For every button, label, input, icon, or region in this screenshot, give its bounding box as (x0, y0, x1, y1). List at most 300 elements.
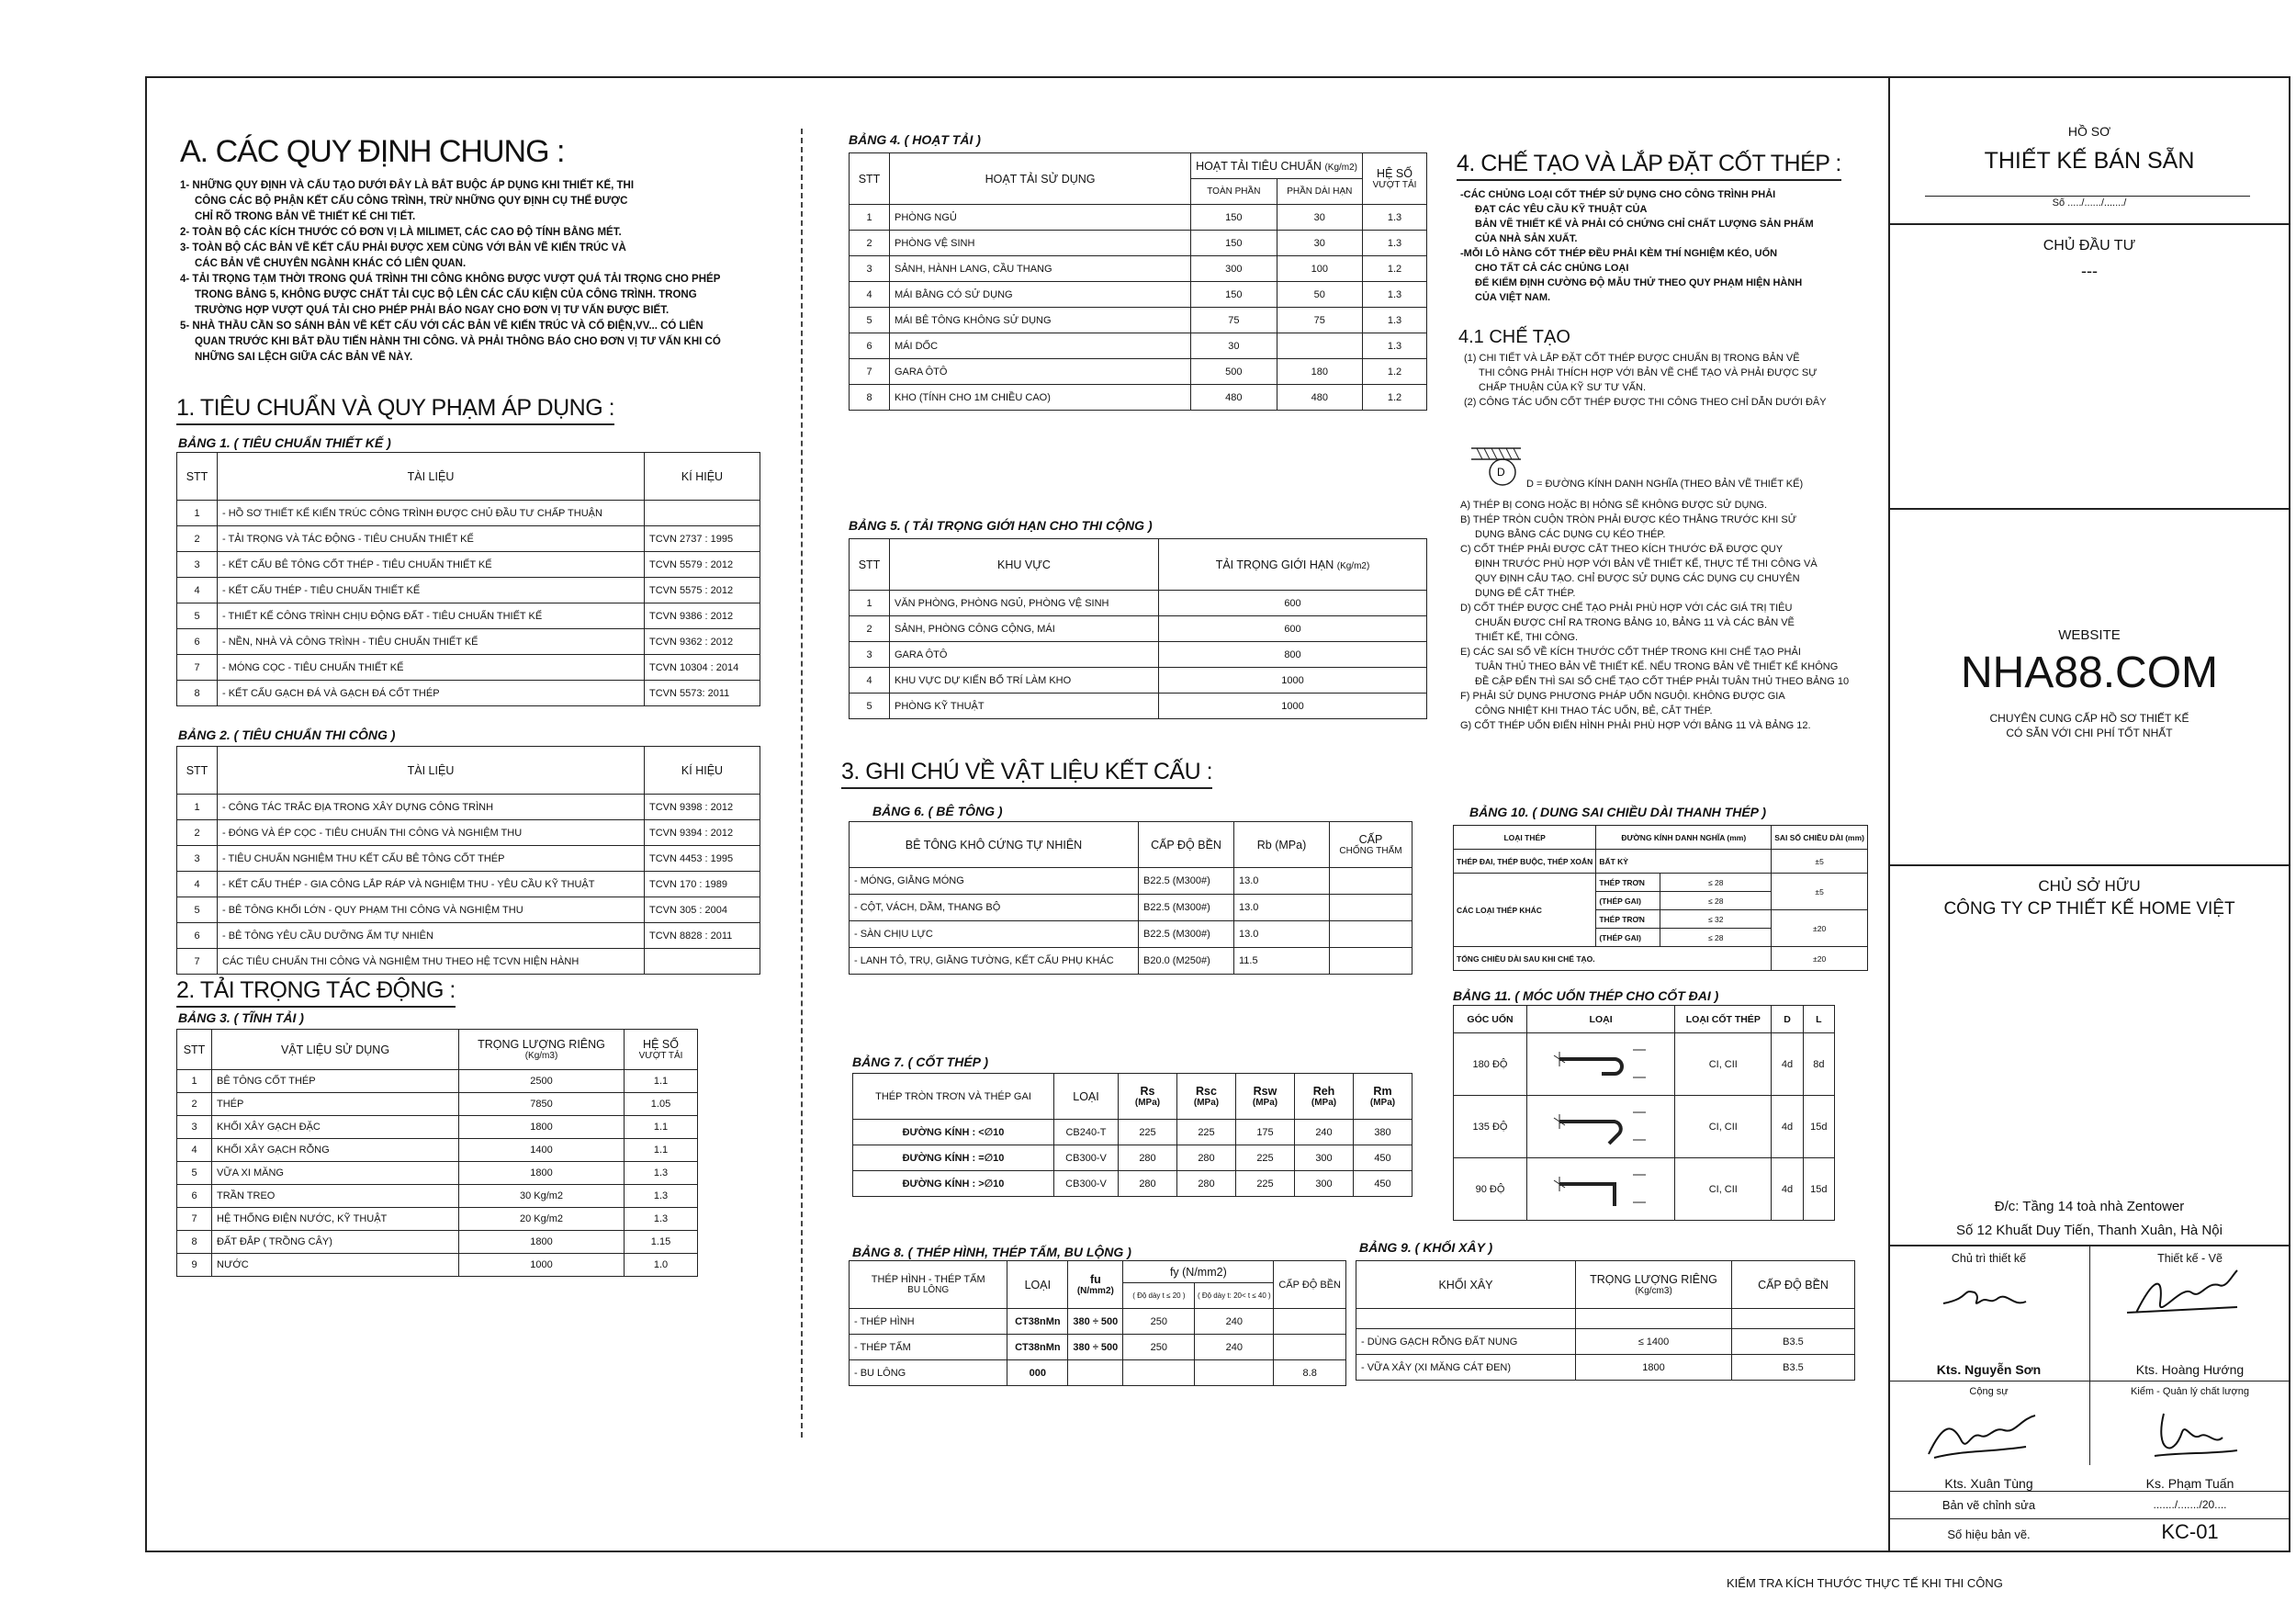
table-cell: 30 (1191, 333, 1277, 359)
table1-caption: BẢNG 1. ( TIÊU CHUẨN THIẾT KẾ ) (178, 435, 391, 450)
table-cell (1356, 1309, 1576, 1329)
table-cell: - HỒ SƠ THIẾT KẾ KIẾN TRÚC CÔNG TRÌNH ĐƯỢC CHỦ ĐẦU TƯ CHẤP THUẬN (218, 501, 645, 526)
table-row (177, 1185, 698, 1208)
table-cell (1068, 1261, 1123, 1309)
table-cell: fy (N/mm2) (1123, 1261, 1274, 1283)
table-cell: - CỘT, VÁCH, DẦM, THANG BỘ (850, 895, 1139, 921)
tb-title: THIẾT KẾ BÁN SẴN (1984, 148, 2195, 174)
footer-note: KIỂM TRA KÍCH THƯỚC THỰC TẾ KHI THI CÔNG (1727, 1576, 2003, 1590)
table-row (1454, 947, 1868, 971)
table-cell: 90 ĐỘ (1454, 1158, 1527, 1221)
table-cell: 2 (850, 231, 890, 256)
table-cell: B22.5 (M300#) (1139, 895, 1234, 921)
table-cell: 150 (1191, 205, 1277, 231)
table-cell: ĐƯỜNG KÍNH : >∅10 (853, 1171, 1054, 1197)
section4-sub: 4.1 CHẾ TẠO (1458, 327, 1570, 347)
table-cell (1195, 1360, 1274, 1386)
table-cell: TÀI LIỆU (218, 747, 645, 795)
cell-line: (MPa) (1311, 1098, 1337, 1108)
table10-caption: BẢNG 10. ( DUNG SAI CHIỀU DÀI THANH THÉP ) (1469, 805, 1767, 819)
table-cell: 15d (1803, 1158, 1834, 1221)
table-cell: 250 (1123, 1335, 1195, 1360)
table-cell: 1 (850, 205, 890, 231)
cell-line: TẢI TRỌNG GIỚI HẠN (1215, 558, 1337, 571)
tb-chu-dau-tu: CHỦ ĐẦU TƯ (2043, 238, 2136, 254)
table-cell: THÉP TRÒN TRƠN VÀ THÉP GAI (853, 1074, 1054, 1120)
text-line: -CÁC CHỦNG LOẠI CỐT THÉP SỬ DỤNG CHO CÔNG TRÌNH PHẢI (1460, 189, 1776, 200)
cell-line: (MPa) (1193, 1098, 1220, 1108)
table-cell (1354, 1074, 1412, 1120)
table-cell: 180 ĐỘ (1454, 1033, 1527, 1096)
text-line: (1) CHI TIẾT VÀ LẮP ĐẶT CỐT THÉP ĐƯỢC CHUẨN BỊ TRONG BẢN VẼ (1464, 353, 1800, 364)
table-row (1454, 1033, 1835, 1096)
table-cell: 2500 (459, 1070, 625, 1093)
hook-90-icon (1541, 1162, 1660, 1213)
table-cell: - VỮA XÂY (XI MĂNG CÁT ĐEN) (1356, 1355, 1576, 1381)
table-cell: HỆ THỐNG ĐIỆN NƯỚC, KỸ THUẬT (212, 1208, 459, 1231)
table-cell: 1.3 (1363, 308, 1427, 333)
table-row (850, 694, 1427, 719)
table-cell: 450 (1354, 1145, 1412, 1171)
table-cell: STT (177, 453, 218, 501)
table-cell (1123, 1360, 1195, 1386)
table-cell: 2 (850, 616, 890, 642)
table-row (177, 846, 760, 872)
table-cell: TCVN 4453 : 1995 (645, 846, 760, 872)
table-cell: B22.5 (M300#) (1139, 921, 1234, 948)
section4-items (1464, 351, 1868, 410)
text-line: B) THÉP TRÒN CUỘN TRÒN PHẢI ĐƯỢC KÉO THẲNG TRƯỚC KHI SỬ (1460, 514, 1797, 525)
table-cell: 800 (1159, 642, 1427, 668)
table-cell: - LANH TÔ, TRỤ, GIẰNG TƯỜNG, KẾT CẤU PHỤ KHÁC (850, 948, 1139, 975)
table-cell: - THIẾT KẾ CÔNG TRÌNH CHỊU ĐỘNG ĐẤT - TIÊU CHUẨN THIẾT KẾ (218, 603, 645, 629)
table3 (176, 1029, 698, 1277)
table-row (850, 616, 1427, 642)
table-cell: 480 (1277, 385, 1362, 411)
table-cell: 1.15 (625, 1231, 698, 1254)
table-row (850, 205, 1427, 231)
table6-caption: BẢNG 6. ( BÊ TÔNG ) (872, 804, 1003, 818)
general-notes (180, 178, 721, 366)
table-cell: KHO (TÍNH CHO 1M CHIỀU CAO) (890, 385, 1191, 411)
table-cell: ≤ 28 (1660, 874, 1772, 892)
table-cell: 75 (1191, 308, 1277, 333)
text-line: -MỖI LÔ HÀNG CỐT THÉP ĐỀU PHẢI KÈM THÍ NGHIỆM KÉO, UỐN (1460, 248, 1778, 259)
table-row (177, 1070, 698, 1093)
table-row (177, 897, 760, 923)
signature-pham-tuan (2127, 1404, 2246, 1469)
table10 (1453, 825, 1868, 971)
text-line: CÔNG CÁC BỘ PHẬN KẾT CẤU CÔNG TRÌNH, TRỪ NHỮNG QUY ĐỊNH CỤ THỂ ĐƯỢC (195, 196, 628, 207)
table-cell: - ĐÓNG VÀ ÉP CỌC - TIÊU CHUẨN THI CÔNG VÀ NGHIỆM THU (218, 820, 645, 846)
table-cell: TCVN 170 : 1989 (645, 872, 760, 897)
table-cell: ±5 (1772, 874, 1868, 910)
table-cell (1330, 895, 1412, 921)
table-cell: CB300-V (1054, 1171, 1119, 1197)
table-cell: 225 (1236, 1171, 1295, 1197)
text-line: G) CỐT THÉP UỐN ĐIỂN HÌNH PHẢI PHÙ HỢP VỚI BẢNG 11 VÀ BẢNG 12. (1460, 720, 1811, 731)
table-row (850, 591, 1427, 616)
table-cell: - BÊ TÔNG YÊU CẦU DƯỠNG ẨM TỰ NHIÊN (218, 923, 645, 949)
table-cell: 6 (177, 923, 218, 949)
table-cell: 2 (177, 526, 218, 552)
table-cell: ĐẤT ĐẮP ( TRỒNG CÂY) (212, 1231, 459, 1254)
table-cell: - KẾT CẤU GẠCH ĐÁ VÀ GẠCH ĐÁ CỐT THÉP (218, 681, 645, 706)
d-note: D = ĐƯỜNG KÍNH DANH NGHĨA (THEO BẢN VẼ THIẾT KẾ) (1526, 479, 1804, 490)
cell-line: fu (1089, 1273, 1101, 1286)
table-cell: 5 (850, 308, 890, 333)
tb-role1: Chủ trì thiết kế (1951, 1252, 2027, 1265)
table-cell: STT (177, 747, 218, 795)
table-cell (1191, 153, 1363, 179)
section2-title: 2. TẢI TRỌNG TÁC ĐỘNG : (176, 977, 456, 1008)
table-cell: 5 (177, 897, 218, 923)
table-row (177, 603, 760, 629)
table-cell (1576, 1261, 1732, 1309)
table-cell: (THÉP GAI) (1596, 929, 1660, 947)
table-row (850, 256, 1427, 282)
table-cell: - KẾT CẤU BÊ TÔNG CỐT THÉP - TIÊU CHUẨN THIẾT KẾ (218, 552, 645, 578)
cell-line: (MPa) (1134, 1098, 1161, 1108)
tb-name1: Kts. Nguyễn Sơn (1936, 1362, 2042, 1377)
text-line: BẢN VẼ THIẾT KẾ VÀ PHẢI CÓ CHỨNG CHỈ CHẤT LƯỢNG SẢN PHẨM (1475, 219, 1814, 230)
table-row (850, 1261, 1346, 1283)
table-cell: 4d (1772, 1033, 1803, 1096)
table8-caption: BẢNG 8. ( THÉP HÌNH, THÉP TẤM, BU LỘNG ) (852, 1245, 1131, 1259)
text-line: 2- TOÀN BỘ CÁC KÍCH THƯỚC CÓ ĐƠN VỊ LÀ MILIMET, CÁC CAO ĐỘ TÍNH BẰNG MÉT. (180, 227, 622, 238)
table-cell: 3 (177, 552, 218, 578)
table-cell: 225 (1119, 1120, 1177, 1145)
table-cell (1330, 948, 1412, 975)
section4-items2 (1460, 498, 1870, 733)
table-cell (1295, 1074, 1354, 1120)
table-row (177, 1231, 698, 1254)
table-cell (1068, 1360, 1123, 1386)
table-cell: 7 (177, 949, 218, 975)
table-cell: 225 (1177, 1120, 1236, 1145)
table-cell: 1.3 (625, 1185, 698, 1208)
title-block (1888, 76, 2290, 1552)
text-line: TRƯỜNG HỢP VƯỢT QUÁ TẢI CHO PHÉP PHẢI BÁO NGAY CHO ĐƠN VỊ TƯ VẤN ĐƯỢC BIẾT. (195, 305, 670, 316)
table-cell (1277, 333, 1362, 359)
table-row (850, 868, 1412, 895)
cell-line: VƯỢT TẢI (638, 1051, 683, 1061)
table-row (177, 1208, 698, 1231)
table2 (176, 746, 760, 975)
text-line: DỤNG BẰNG CÁC DỤNG CỤ KÉO THÉP. (1475, 529, 1666, 540)
table-cell: B22.5 (M300#) (1139, 868, 1234, 895)
tb-chu-so-huu: CHỦ SỞ HỮU (2038, 877, 2141, 895)
table-cell: 4 (177, 1139, 212, 1162)
table-cell: 1000 (459, 1254, 625, 1277)
table-cell: TCVN 5579 : 2012 (645, 552, 760, 578)
table-cell: 1 (177, 1070, 212, 1093)
table5-caption: BẢNG 5. ( TẢI TRỌNG GIỚI HẠN CHO THI CỘNG ) (849, 518, 1153, 533)
table-cell: ±20 (1772, 910, 1868, 947)
table-cell: BẤT KỲ (1596, 850, 1772, 874)
cell-line: (Kg/m2) (1336, 560, 1370, 571)
cell-line: (Kg/cm3) (1635, 1286, 1672, 1296)
table2-caption: BẢNG 2. ( TIÊU CHUẨN THI CÔNG ) (178, 727, 396, 742)
table-cell: 225 (1236, 1145, 1295, 1171)
table-cell: MÁI BÊ TÔNG KHÔNG SỬ DỤNG (890, 308, 1191, 333)
table11 (1453, 1005, 1835, 1221)
table-row (850, 921, 1412, 948)
table-cell: GARA ÔTÔ (890, 642, 1159, 668)
table-cell: TÀI LIỆU (218, 453, 645, 501)
table-cell: 30 (1277, 231, 1362, 256)
table-cell: 1.3 (625, 1162, 698, 1185)
table-cell (1330, 868, 1412, 895)
table-cell: 1.3 (1363, 231, 1427, 256)
table-cell: 250 (1123, 1309, 1195, 1335)
table-cell (1274, 1335, 1346, 1360)
text-line: ĐỂ KIỂM ĐỊNH CƯỜNG ĐỘ MẪU THỬ THEO QUY PHẠM HIỆN HÀNH (1475, 277, 1803, 288)
text-line: CHUẨN ĐƯỢC CHỈ RA TRONG BẢNG 10, BẢNG 11 VÀ CÁC BẢN VẼ (1475, 617, 1795, 628)
table-cell: 480 (1191, 385, 1277, 411)
table-cell (1363, 153, 1427, 205)
table-cell: 1 (177, 795, 218, 820)
table-cell: 300 (1191, 256, 1277, 282)
column-divider (801, 129, 803, 1438)
table-cell (1236, 1074, 1295, 1120)
table-cell: 1 (850, 591, 890, 616)
table-cell: TRẦN TREO (212, 1185, 459, 1208)
table-cell: KÍ HIỆU (645, 747, 760, 795)
table-row (177, 629, 760, 655)
table-cell: PHÒNG KỸ THUẬT (890, 694, 1159, 719)
table-cell: 300 (1295, 1171, 1354, 1197)
table-cell: LOẠI (1007, 1261, 1068, 1309)
table-cell: ( Độ dày t: 20< t ≤ 40 ) (1195, 1283, 1274, 1309)
table-cell: PHẦN DÀI HẠN (1277, 179, 1362, 205)
table-cell: SAI SỐ CHIỀU DÀI (mm) (1772, 826, 1868, 850)
table-cell: MÁI DỐC (890, 333, 1191, 359)
table-cell: 150 (1191, 282, 1277, 308)
text-line: TUÂN THỦ THEO BẢN VẼ THIẾT KẾ. NẾU TRONG BẢN VẼ THIẾT KẾ KHÔNG (1475, 661, 1839, 672)
table-cell: THÉP TRƠN (1596, 910, 1660, 929)
table-cell: 7 (177, 1208, 212, 1231)
text-line: A) THÉP BỊ CONG HOẶC BỊ HỎNG SẼ KHÔNG ĐƯỢC SỬ DỤNG. (1460, 500, 1768, 511)
table-cell: 2 (177, 820, 218, 846)
tb-website-label: WEBSITE (2058, 627, 2121, 643)
text-line: NHỮNG SAI LỆCH GIỮA CÁC BẢN VẼ NÀY. (195, 352, 413, 363)
cell-line: BU LÔNG (907, 1285, 950, 1295)
table-cell: PHÒNG NGỦ (890, 205, 1191, 231)
table-cell: KHỐI XÂY (1356, 1261, 1576, 1309)
cell-line: CHỐNG THẤM (1339, 846, 1402, 856)
text-line: ĐỀ CẬP ĐẾN THÌ SAI SỐ CHẾ TẠO CỐT THÉP PHẢI TUÂN THỦ THEO BẢNG 10 (1475, 676, 1850, 687)
table-cell: 1.1 (625, 1116, 698, 1139)
table-cell: 600 (1159, 616, 1427, 642)
table-cell: 240 (1195, 1309, 1274, 1335)
text-line: 1- NHỮNG QUY ĐỊNH VÀ CẤU TẠO DƯỚI ĐÂY LÀ BẮT BUỘC ÁP DỤNG KHI THIẾT KẾ, THI (180, 180, 635, 191)
table-cell (1527, 1158, 1675, 1221)
cell-line: (MPa) (1369, 1098, 1396, 1108)
table-row (177, 1116, 698, 1139)
table-cell: - NỀN, NHÀ VÀ CÔNG TRÌNH - TIÊU CHUẨN THIẾT KẾ (218, 629, 645, 655)
table-cell: 15d (1803, 1096, 1834, 1158)
table-cell: ±20 (1772, 947, 1868, 971)
table-cell: 1.05 (625, 1093, 698, 1116)
table-cell: 7 (177, 655, 218, 681)
table-cell: 4 (177, 872, 218, 897)
table1 (176, 452, 760, 706)
tb-address2: Số 12 Khuất Duy Tiến, Thanh Xuân, Hà Nội (1956, 1223, 2223, 1238)
table-cell: LOẠI (1527, 1006, 1675, 1033)
table-cell: 3 (177, 1116, 212, 1139)
table-cell: SẢNH, PHÒNG CÔNG CỘNG, MÁI (890, 616, 1159, 642)
table-cell: MÁI BẰNG CÓ SỬ DỤNG (890, 282, 1191, 308)
text-line: 3- TOÀN BỘ CÁC BẢN VẼ KẾT CẤU PHẢI ĐƯỢC XEM CÙNG VỚI BẢN VẼ KIẾN TRÚC VÀ (180, 242, 626, 254)
table-row (177, 453, 760, 501)
cell-line: HỆ SỐ (643, 1038, 679, 1051)
table-row (177, 1162, 698, 1185)
table-cell: 8.8 (1274, 1360, 1346, 1386)
text-line: 4- TẢI TRỌNG TẠM THỜI TRONG QUÁ TRÌNH THI CÔNG KHÔNG ĐƯỢC VƯỢT QUÁ TẢI TRỌNG CHO PHÉP (180, 274, 721, 285)
table-row (177, 872, 760, 897)
table-cell: 6 (850, 333, 890, 359)
table-cell: 5 (177, 603, 218, 629)
table-row (850, 282, 1427, 308)
table-row (1454, 850, 1868, 874)
table-cell: - KẾT CẤU THÉP - GIA CÔNG LẮP RÁP VÀ NGHIỆM THU - YÊU CẦU KỸ THUẬT (218, 872, 645, 897)
table-cell: ĐƯỜNG KÍNH : =∅10 (853, 1145, 1054, 1171)
table-cell: ĐƯỜNG KÍNH DANH NGHĨA (mm) (1596, 826, 1772, 850)
table-row (177, 526, 760, 552)
table-cell: 280 (1119, 1171, 1177, 1197)
table-cell: STT (850, 539, 890, 591)
table-cell (1159, 539, 1427, 591)
table-cell: CÁC TIÊU CHUẨN THI CÔNG VÀ NGHIỆM THU THEO HỆ TCVN HIỆN HÀNH (218, 949, 645, 975)
table-row (850, 895, 1412, 921)
table-cell: SẢNH, HÀNH LANG, CẦU THANG (890, 256, 1191, 282)
signature-xuan-tung (1916, 1404, 2054, 1469)
bend-d-icon (1469, 439, 1525, 491)
table-cell: 5 (177, 1162, 212, 1185)
table-cell: CB300-V (1054, 1145, 1119, 1171)
tb-name3: Kts. Xuân Tùng (1944, 1476, 2033, 1491)
table-row (177, 578, 760, 603)
table-cell (645, 501, 760, 526)
tb-slogan1: CHUYÊN CUNG CẤP HỒ SƠ THIẾT KẾ (1989, 712, 2189, 725)
signature-hoang-huong (2118, 1267, 2256, 1325)
table-row (177, 923, 760, 949)
section3-title: 3. GHI CHÚ VỀ VẬT LIỆU KẾT CẤU : (841, 759, 1212, 789)
table-row (177, 681, 760, 706)
table-cell: 1.1 (625, 1139, 698, 1162)
table-cell: 13.0 (1234, 921, 1330, 948)
table-row (850, 1335, 1346, 1360)
cell-line: TRỌNG LƯỢNG RIÊNG (1590, 1273, 1717, 1286)
table-row (177, 1139, 698, 1162)
table-row (850, 385, 1427, 411)
table-cell: - CÔNG TÁC TRẮC ĐỊA TRONG XÂY DỰNG CÔNG TRÌNH (218, 795, 645, 820)
text-line: F) PHẢI SỬ DỤNG PHƯƠNG PHÁP UỐN NGUỘI. KHÔNG ĐƯỢC GIA (1460, 691, 1785, 702)
table-cell: 300 (1295, 1145, 1354, 1171)
table-cell: 000 (1007, 1360, 1068, 1386)
table-cell: TỔNG CHIỀU DÀI SAU KHI CHẾ TẠO. (1454, 947, 1772, 971)
table-row (177, 552, 760, 578)
text-line: CỦA NHÀ SẢN XUẤT. (1475, 233, 1578, 244)
table-row (177, 1254, 698, 1277)
table-cell: 6 (177, 629, 218, 655)
table-cell: TCVN 9386 : 2012 (645, 603, 760, 629)
tb-date: ......./......./20.... (2153, 1498, 2227, 1511)
table-cell: - BÊ TÔNG KHỐI LỚN - QUY PHẠM THI CÔNG VÀ NGHIỆM THU (218, 897, 645, 923)
table-cell: LOẠI THÉP (1454, 826, 1596, 850)
table-cell: 7 (850, 359, 890, 385)
table-cell: 135 ĐỘ (1454, 1096, 1527, 1158)
table-cell: B3.5 (1732, 1355, 1855, 1381)
cell-line: (MPa) (1252, 1098, 1278, 1108)
text-line: CHO TẤT CẢ CÁC CHỦNG LOẠI (1475, 263, 1629, 274)
table-cell: CẤP ĐỘ BỀN (1274, 1261, 1346, 1309)
table-cell: 7850 (459, 1093, 625, 1116)
table-cell: TCVN 9394 : 2012 (645, 820, 760, 846)
table-cell: VĂN PHÒNG, PHÒNG NGỦ, PHÒNG VỆ SINH (890, 591, 1159, 616)
text-line: ĐẠT CÁC YÊU CẦU KỸ THUẬT CỦA (1475, 204, 1648, 215)
text-line: CỦA VIỆT NAM. (1475, 292, 1551, 303)
table-row (853, 1145, 1412, 1171)
table-cell: 100 (1277, 256, 1362, 282)
table-cell: 8 (850, 385, 890, 411)
table-cell: 3 (850, 642, 890, 668)
cell-line: Reh (1312, 1085, 1335, 1098)
table-cell: KÍ HIỆU (645, 453, 760, 501)
table-row (850, 822, 1412, 868)
table-cell: 13.0 (1234, 895, 1330, 921)
table-cell: - SÀN CHỊU LỰC (850, 921, 1139, 948)
text-line: E) CÁC SAI SỐ VỀ KÍCH THƯỚC CỐT THÉP TRONG KHI CHẾ TẠO PHẢI (1460, 647, 1801, 658)
tb-slogan2: CÓ SẴN VỚI CHI PHÍ TỐT NHẤT (2006, 727, 2173, 739)
table-cell: 4d (1772, 1096, 1803, 1158)
table-cell: B3.5 (1732, 1329, 1855, 1355)
table-cell: VỮA XI MĂNG (212, 1162, 459, 1185)
table-row (850, 539, 1427, 591)
table-cell: 8 (177, 681, 218, 706)
table-cell: 240 (1195, 1335, 1274, 1360)
table-cell: 500 (1191, 359, 1277, 385)
table-cell: CT38nMn (1007, 1309, 1068, 1335)
cell-line: THÉP HÌNH - THÉP TẤM (871, 1274, 985, 1285)
table-row (1356, 1261, 1855, 1309)
table-cell (1330, 921, 1412, 948)
tb-so: Số ...../....../......./ (2052, 197, 2127, 209)
cell-line: (N/mm2) (1076, 1286, 1114, 1296)
table-cell: - TIÊU CHUẨN NGHIỆM THU KẾT CẤU BÊ TÔNG CỐT THÉP (218, 846, 645, 872)
table-cell: 6 (177, 1185, 212, 1208)
table-row (177, 501, 760, 526)
table-cell: - KẾT CẤU THÉP - TIÊU CHUẨN THIẾT KẾ (218, 578, 645, 603)
cell-line: Rs (1140, 1085, 1155, 1098)
table-cell: 20 Kg/m2 (459, 1208, 625, 1231)
table8 (849, 1260, 1346, 1386)
table-cell: 11.5 (1234, 948, 1330, 975)
table-cell: NƯỚC (212, 1254, 459, 1277)
table-cell: 280 (1177, 1145, 1236, 1171)
svg-text:D: D (1497, 466, 1505, 479)
table-cell: 1.0 (625, 1254, 698, 1277)
cell-line: (Kg/m2) (1324, 162, 1357, 173)
table-cell (1527, 1033, 1675, 1096)
tb-name2: Kts. Hoàng Hướng (2135, 1362, 2245, 1377)
table-row (850, 948, 1412, 975)
table-cell: 150 (1191, 231, 1277, 256)
table-cell: 180 (1277, 359, 1362, 385)
table-cell: TCVN 305 : 2004 (645, 897, 760, 923)
text-line: CHẤP THUẬN CỦA KỸ SƯ TƯ VẤN. (1479, 382, 1646, 393)
